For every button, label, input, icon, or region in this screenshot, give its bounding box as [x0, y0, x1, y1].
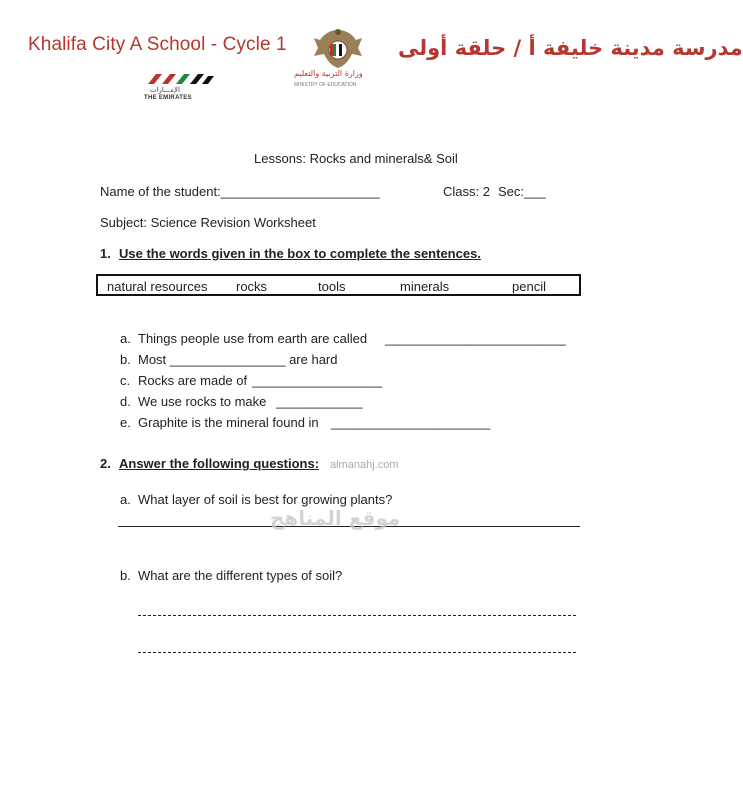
q1-item-letter: b.: [120, 352, 131, 367]
word-bank-item: natural resources: [107, 279, 208, 294]
the-emirates-logo-icon: [146, 70, 216, 86]
q2-item-letter: b.: [120, 568, 131, 583]
ministry-name-english: MINISTRY OF EDUCATION: [294, 82, 357, 88]
q1-number: 1.: [100, 246, 111, 261]
emirates-logo-english: THE EMIRATES: [144, 95, 192, 101]
student-name-field: Name of the student:______________________: [100, 184, 380, 199]
q1-item-blank: _________________________: [385, 331, 566, 346]
q1-item-blank: ____________: [276, 394, 363, 409]
q1-instruction: Use the words given in the box to complete the sentences.: [119, 246, 481, 261]
q1-item-letter: d.: [120, 394, 131, 409]
uae-emblem-icon: [310, 26, 366, 70]
class-label: Class: 2: [443, 184, 490, 199]
school-name-english: Khalifa City A School - Cycle 1: [28, 34, 287, 55]
school-name-arabic: مدرسة مدينة خليفة أ / حلقة أولى: [398, 36, 743, 60]
word-bank-item: tools: [318, 279, 346, 294]
q1-item-letter: c.: [120, 373, 131, 388]
q2-item-text: What are the different types of soil?: [138, 568, 343, 583]
q1-item-letter: a.: [120, 331, 131, 346]
watermark-site: almanahj.com: [330, 459, 399, 471]
q1-item-text: Graphite is the mineral found in: [138, 415, 319, 430]
q2-item-text: What layer of soil is best for growing plants?: [138, 492, 393, 507]
watermark-arabic: موقع المناهج: [270, 506, 401, 530]
word-bank-item: minerals: [400, 279, 450, 294]
emirates-logo-arabic: الإمـــارات: [150, 86, 180, 94]
q2-item-letter: a.: [120, 492, 131, 507]
q1-item-text: Most ________________ are hard: [138, 352, 338, 367]
subject-line: Subject: Science Revision Worksheet: [100, 215, 316, 230]
q1-item-text: Things people use from earth are called: [138, 331, 368, 346]
lessons-title: Lessons: Rocks and minerals& Soil: [254, 151, 458, 166]
q2-instruction: Answer the following questions:: [119, 456, 320, 471]
q1-item-text: We use rocks to make: [138, 394, 267, 409]
q1-item-letter: e.: [120, 415, 131, 430]
q1-item-blank: __________________: [252, 373, 383, 388]
answer-line: [138, 615, 576, 616]
q1-item-blank: ______________________: [331, 415, 491, 430]
q2-number: 2.: [100, 456, 111, 471]
ministry-name-arabic: وزارة التربية والتعليم: [294, 69, 363, 78]
answer-line: [138, 652, 576, 653]
q1-item-text: Rocks are made of: [138, 373, 248, 388]
word-bank-item: pencil: [512, 279, 546, 294]
word-bank-item: rocks: [236, 279, 268, 294]
section-field: Sec:___: [498, 184, 546, 199]
